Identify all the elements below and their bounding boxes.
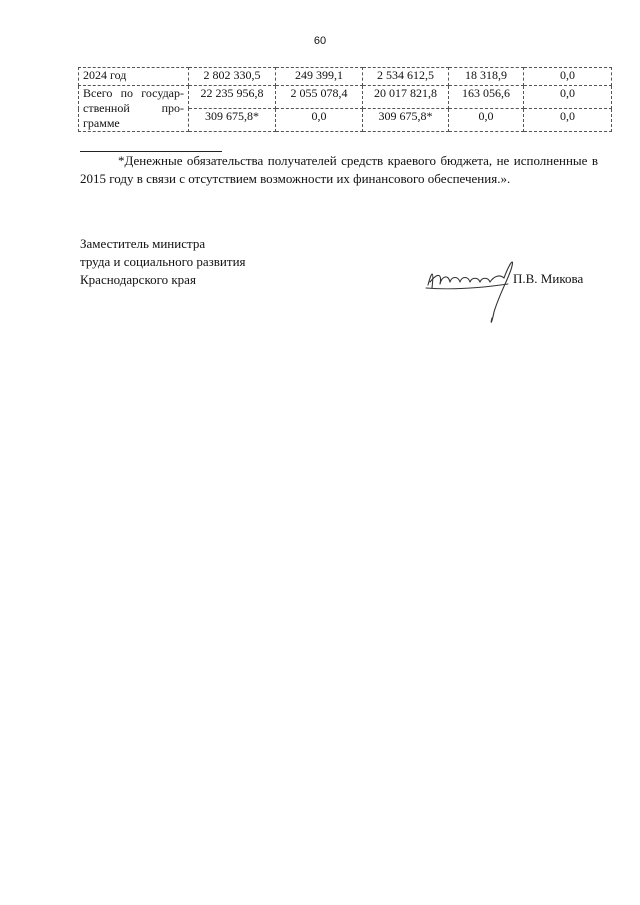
row-label: 2024 год	[79, 68, 189, 86]
page-number: 60	[313, 35, 327, 47]
table-row-program-total	[79, 86, 612, 109]
cell-local: 0,0	[449, 109, 524, 132]
budget-table	[78, 67, 612, 132]
footnote-text: *Денежные обязательства получателей средств краевого бюджета, не исполненные в 2015 году в связи с отсутствием возможности их финансового обеспечения.».	[80, 153, 598, 186]
position-line: Заместитель министра	[80, 236, 206, 251]
handwritten-signature	[420, 252, 520, 332]
cell-regional: 309 675,8*	[363, 109, 449, 132]
row-label	[79, 86, 189, 132]
cell-federal: 2 055 078,4	[276, 86, 363, 109]
row-label-line: ственной про-	[83, 101, 184, 115]
row-label-line: Всего по государ-	[83, 86, 184, 100]
cell-regional: 20 017 821,8	[363, 86, 449, 109]
position-line: труда и социального развития	[80, 254, 246, 269]
cell-total: 309 675,8*	[189, 109, 276, 132]
cell-local: 163 056,6	[449, 86, 524, 109]
cell-total: 22 235 956,8	[189, 86, 276, 109]
cell-total: 2 802 330,5	[189, 68, 276, 86]
cell-federal: 0,0	[276, 109, 363, 132]
signatory-name: П.В. Микова	[513, 271, 584, 286]
cell-regional: 2 534 612,5	[363, 68, 449, 86]
cell-extrabudgetary: 0,0	[524, 68, 612, 86]
cell-extrabudgetary: 0,0	[524, 86, 612, 109]
cell-federal: 249 399,1	[276, 68, 363, 86]
cell-local: 18 318,9	[449, 68, 524, 86]
row-label-line: грамме	[83, 116, 120, 130]
table-row-2024	[79, 68, 612, 86]
position-line: Краснодарского края	[80, 272, 196, 287]
cell-extrabudgetary: 0,0	[524, 109, 612, 132]
